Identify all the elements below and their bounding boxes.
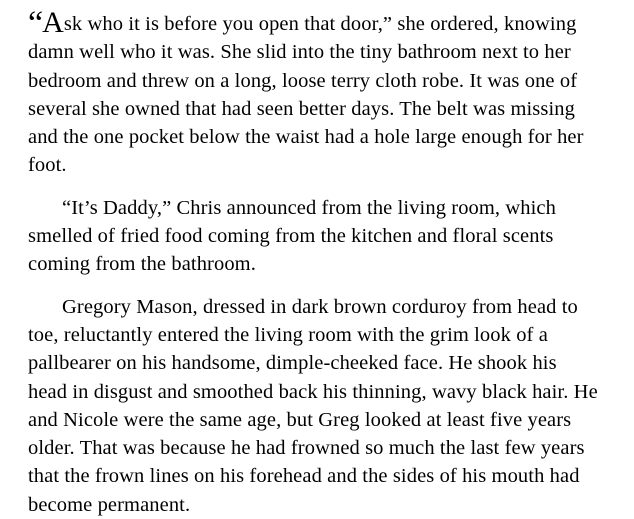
paragraph-1-body: who it is before you open that door,” she ordered, knowing damn well who it was. She slid into the tiny bathroom next to her bedroom and threw on a long, loose terry cloth robe. It was one of several she owned that had seen better days. The belt was missing and the one pocket below the waist had a hole large enough for her foot. <box>28 13 584 177</box>
first-word-remainder: sk <box>63 13 83 35</box>
paragraph-2: “It’s Daddy,” Chris announced from the living room, which smelled of fried food coming from the kitchen and floral scents coming from the bathroom. <box>28 196 556 276</box>
drop-cap-group <box>28 5 83 42</box>
opening-quote-mark: “ <box>28 5 43 42</box>
paragraph-3: Gregory Mason, dressed in dark brown corduroy from head to toe, reluctantly entered the living room with the grim look of a pallbearer on his handsome, dimple-cheeked face. He shook his head in disgust and smoothed back his thinning, wavy black hair. He and Nicole were the same age, but Greg looked at least five years older. That was because he had frowned so much the last few years that the frown lines on his forehead and the sides of his mouth had become permanent. <box>28 295 598 516</box>
drop-cap-letter: A <box>42 6 64 39</box>
paragraph-1 <box>28 5 598 180</box>
